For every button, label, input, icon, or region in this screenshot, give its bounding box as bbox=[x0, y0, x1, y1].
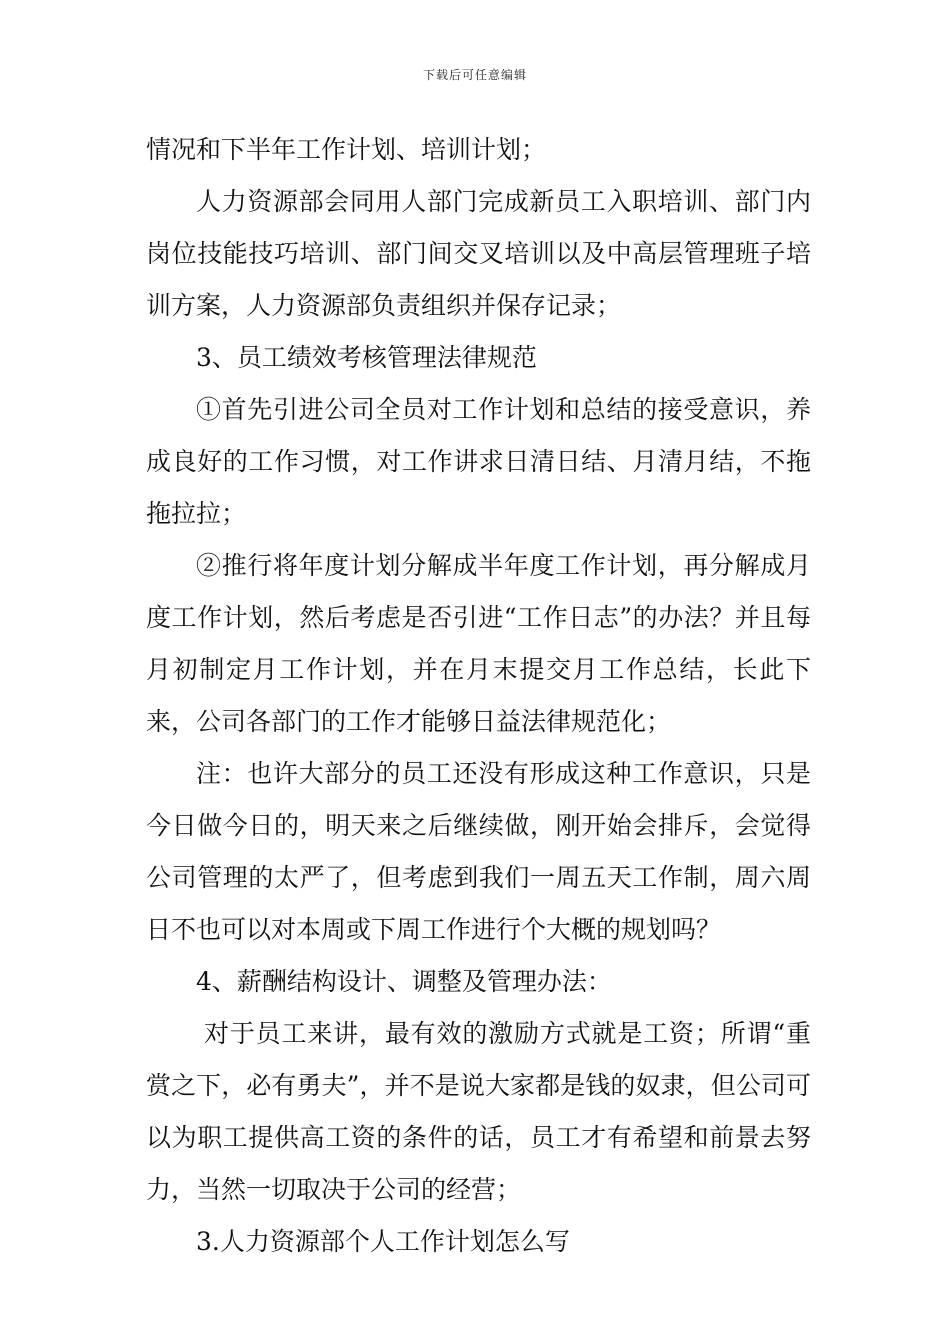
paragraph-note: 注：也许大部分的员工还没有形成这种工作意识，只是今日做今日的，明天来之后继续做，刚开始会排斥，会觉得公司管理的太严了，但考虑到我们一周五天工作制，周六周日不也可以对本周或下周工作进行个大概的规划吗？ bbox=[146, 759, 811, 944]
document-body bbox=[146, 124, 811, 1268]
header-note: 下载后可任意编辑 bbox=[422, 68, 527, 82]
paragraph-continuation: 情况和下半年工作计划、培训计划； bbox=[146, 135, 547, 164]
section-heading-plan: 3.人力资源部个人工作计划怎么写 bbox=[196, 1227, 570, 1256]
section-heading-salary: 4、薪酬结构设计、调整及管理办法： bbox=[196, 967, 612, 996]
paragraph-item-1: ①首先引进公司全员对工作计划和总结的接受意识，养成良好的工作习惯，对工作讲求日清日结、月清月结，不拖拖拉拉； bbox=[146, 395, 811, 528]
section-heading-performance: 3、员工绩效考核管理法律规范 bbox=[196, 343, 537, 372]
paragraph-item-2: ②推行将年度计划分解成半年度工作计划，再分解成月度工作计划，然后考虑是否引进“工作日志”的办法？并且每月初制定月工作计划，并在月末提交月工作总结，长此下来，公司各部门的工作才能够日益法律规范化； bbox=[146, 551, 811, 736]
paragraph-salary: 对于员工来讲，最有效的激励方式就是工资；所谓“重赏之下，必有勇夫”，并不是说大家都是钱的奴隶，但公司可以为职工提供高工资的条件的话，员工才有希望和前景去努力，当然一切取决于公司的经营； bbox=[146, 1019, 811, 1204]
paragraph-training-plan: 人力资源部会同用人部门完成新员工入职培训、部门内岗位技能技巧培训、部门间交叉培训以及中高层管理班子培训方案，人力资源部负责组织并保存记录； bbox=[146, 187, 811, 320]
